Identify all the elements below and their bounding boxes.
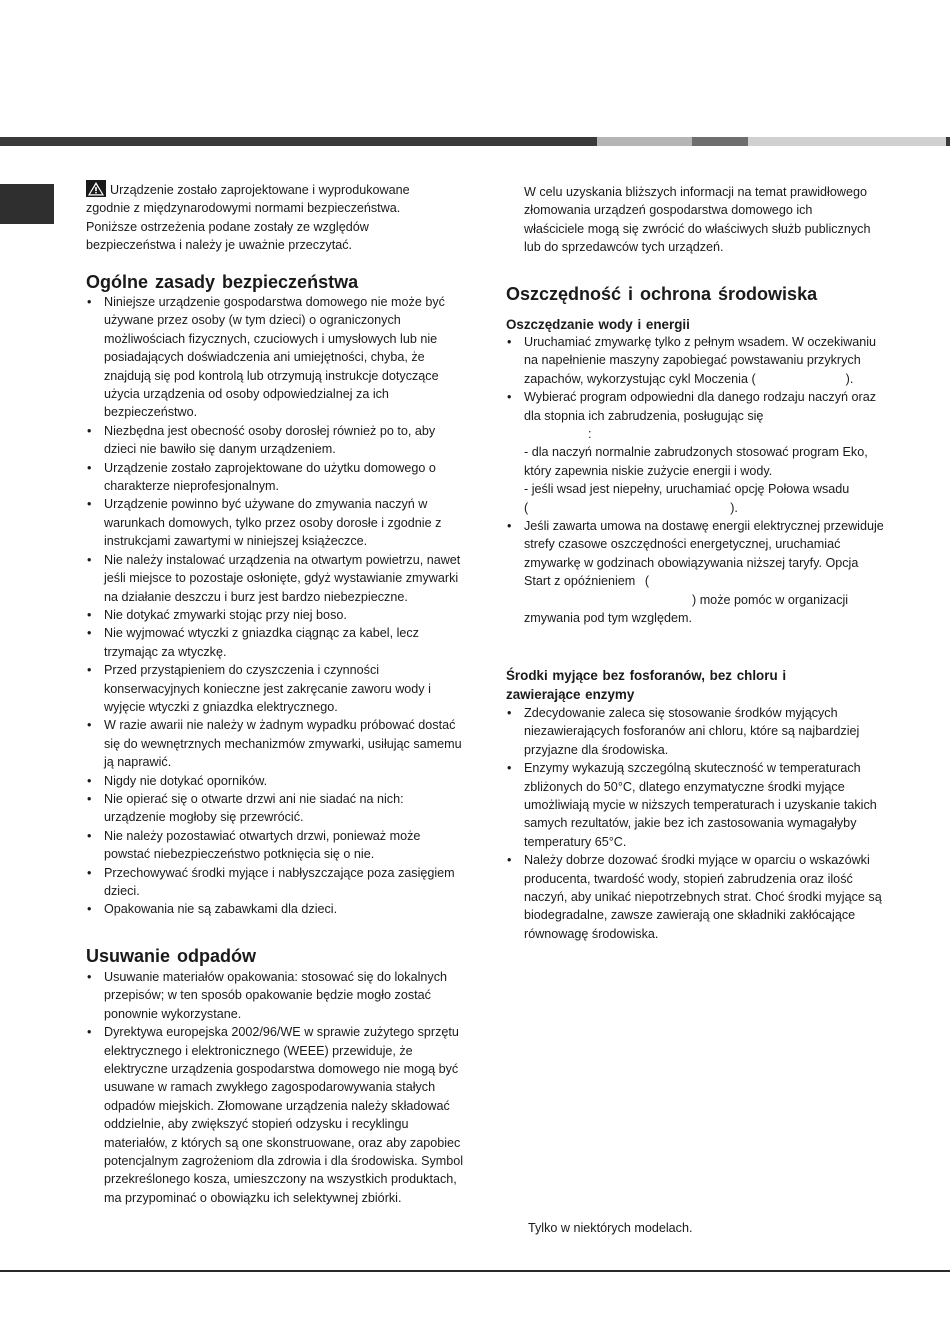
list-item <box>506 388 884 517</box>
list-item: • Nie opierać się o otwarte drzwi ani nie siadać na nich: urządzenie mogłoby się przewrócić. <box>86 790 464 827</box>
list-item: • Usuwanie materiałów opakowania: stosować się do lokalnych przepisów; w ten sposób opakowanie będzie mogło zostać ponownie wykorzystane. <box>86 968 464 1023</box>
language-tab-marker <box>0 184 54 224</box>
list-item-subline: - jeśli wsad jest niepełny, uruchamiać opcję Połowa wsadu <box>524 482 850 497</box>
detergents-list <box>506 704 884 943</box>
list-item: • Urządzenie powinno być używane do zmywania naczyń w warunkach domowych, tylko przez osoby dorosłe i zgodnie z instrukcjami zawartymi w niniejszej książeczce. <box>86 495 464 550</box>
list-item: • Nie należy instalować urządzenia na otwartym powietrzu, nawet jeśli miejsce to pozostaje osłonięte, gdyż wystawianie zmywarki na działanie deszczu i burz jest bardzo niebezpieczne. <box>86 551 464 606</box>
list-item-colon: : <box>588 427 592 442</box>
section-title-disposal: Usuwanie odpadów <box>86 946 257 966</box>
list-item: • Dyrektywa europejska 2002/96/WE w sprawie zużytego sprzętu elektrycznego i elektronicznego (WEEE) przewiduje, że elektryczne urządzenia gospodarstwa domowego nie mogą być usuwane w ramach zwykłego zagospodarowywania stałych odpadów miejskich. Złomowane urządzenia należy składować oddzielnie, aby zwiększyć stopień odzysku i recyklingu materiałów, z których są one skonstruowane, oraz aby zapobiec potencjalnym zagrożeniom dla zdrowia i dla środowiska. Symbol przekreślonego kosza, umieszczony na wszystkich produktach, ma przypominać o obowiązku ich selektywnej zbiórki. <box>86 1023 464 1207</box>
list-item-subline: zmywania pod tym względem. <box>524 611 692 626</box>
list-item-paren: ( <box>644 574 650 589</box>
list-item: • Niezbędna jest obecność osoby dorosłej również po to, aby dzieci nie bawiło się danym urządzeniem. <box>86 422 464 459</box>
safety-intro <box>86 180 446 255</box>
list-item-paren: ). <box>730 500 738 515</box>
list-item: • Enzymy wykazują szczególną skuteczność w temperaturach zbliżonych do 50°C, dlatego enzymatyczne środki myjące umożliwiają mycie w niższych temperaturach i uzyskanie takich samych rezultatów, jakie bez ich zastosowania wymagałyby temperatury 65°C. <box>506 759 884 851</box>
list-item: • Przed przystąpieniem do czyszczenia i czynności konserwacyjnych konieczne jest zakręcanie zaworu wody i wyjęcie wtyczki z gniazdka elektrycznego. <box>86 661 464 716</box>
list-item: • Nigdy nie dotykać oporników. <box>86 772 464 790</box>
footer-rule <box>0 1270 950 1272</box>
footnote: Tylko w niektórych modelach. <box>528 1221 693 1235</box>
list-item: • Zdecydowanie zaleca się stosowanie środków myjących niezawierających fosforanów ani chloru, które są najbardziej przyjazne dla środowiska. <box>506 704 884 759</box>
water-energy-list <box>506 333 884 628</box>
warning-triangle-icon <box>86 180 106 197</box>
list-item: • Nie dotykać zmywarki stojąc przy niej boso. <box>86 606 464 624</box>
list-item-paren: ( <box>524 500 529 515</box>
section-title-eco: Oszczędność i ochrona środowiska <box>506 284 818 304</box>
list-item: • W razie awarii nie należy w żadnym wypadku próbować dostać się do wewnętrznych mechanizmów zmywarki, usiłując samemu ją naprawić. <box>86 716 464 771</box>
header-color-bar <box>0 137 950 146</box>
intro-text: Urządzenie zostało zaprojektowane i wyprodukowane zgodnie z międzynarodowymi normami bezpieczeństwa. Poniższe ostrzeżenia podane zostały ze względów bezpieczeństwa i należy je uważnie przeczytać. <box>86 183 410 253</box>
safety-list <box>86 293 464 919</box>
disposal-continuation: W celu uzyskania bliższych informacji na temat prawidłowego złomowania urządzeń gospodarstwa domowego ich właściciele mogą się zwrócić do właściwych służb publicznych lub do sprzedawców tych urządzeń. <box>524 185 871 255</box>
list-item: • Niniejsze urządzenie gospodarstwa domowego nie może być używane przez osoby (w tym dzieci) o ograniczonych możliwościach fizycznych, czuciowych i umysłowych lub nie posiadających doświadczenia ani umiejętności, chyba, że znajdują się pod kontrolą lub otrzymują instrukcje dotyczące użycia urządzenia od osoby odpowiedzialnej za ich bezpieczeństwo. <box>86 293 464 422</box>
list-item-text: Jeśli zawarta umowa na dostawę energii elektrycznej przewiduje strefy czasowe oszczędności energetycznej, uruchamiać zmywarkę w godzinach obowiązywania niższej taryfy. Opcja Start z opóźnieniem <box>524 519 884 589</box>
list-item-text: Wybierać program odpowiedni dla danego rodzaju naczyń oraz dla stopnia ich zabrudzenia, posługując się <box>524 390 877 423</box>
list-item: • Przechowywać środki myjące i nabłyszczające poza zasięgiem dzieci. <box>86 864 464 901</box>
list-item: • Nie wyjmować wtyczki z gniazdka ciągnąc za kabel, lecz trzymając za wtyczkę. <box>86 624 464 661</box>
subsection-title-water-energy: Oszczędzanie wody i energii <box>506 317 690 332</box>
list-item: • Nie należy pozostawiać otwartych drzwi, ponieważ może powstać niebezpieczeństwo potknięcia się o nie. <box>86 827 464 864</box>
list-item <box>506 333 884 388</box>
list-item-text: Uruchamiać zmywarkę tylko z pełnym wsadem. W oczekiwaniu na napełnienie maszyny zapobiegać powstawaniu przykrych zapachów, wykorzystując cykl Moczenia ( <box>524 335 877 386</box>
disposal-list <box>86 968 464 1207</box>
list-item <box>506 517 884 627</box>
subsection-title-detergents: Środki myjące bez fosforanów, bez chloru i zawierające enzymy <box>506 668 787 702</box>
list-item: • Opakowania nie są zabawkami dla dzieci. <box>86 900 464 918</box>
list-item-text-end: ). <box>845 371 854 386</box>
section-title-safety: Ogólne zasady bezpieczeństwa <box>86 272 359 292</box>
list-item: • Należy dobrze dozować środki myjące w oparciu o wskazówki producenta, twardość wody, stopień zabrudzenia oraz ilość naczyń, aby unikać niepotrzebnych strat. Choć środki myjące są biodegradalne, zawsze zawierają one składniki zakłócające równowagę środowiska. <box>506 851 884 943</box>
list-item-subline: ) może pomóc w organizacji <box>692 592 849 607</box>
list-item-subline: - dla naczyń normalnie zabrudzonych stosować program Eko, który zapewnia niskie zużycie energii i wody. <box>524 445 868 478</box>
list-item: • Urządzenie zostało zaprojektowane do użytku domowego o charakterze nieprofesjonalnym. <box>86 459 464 496</box>
